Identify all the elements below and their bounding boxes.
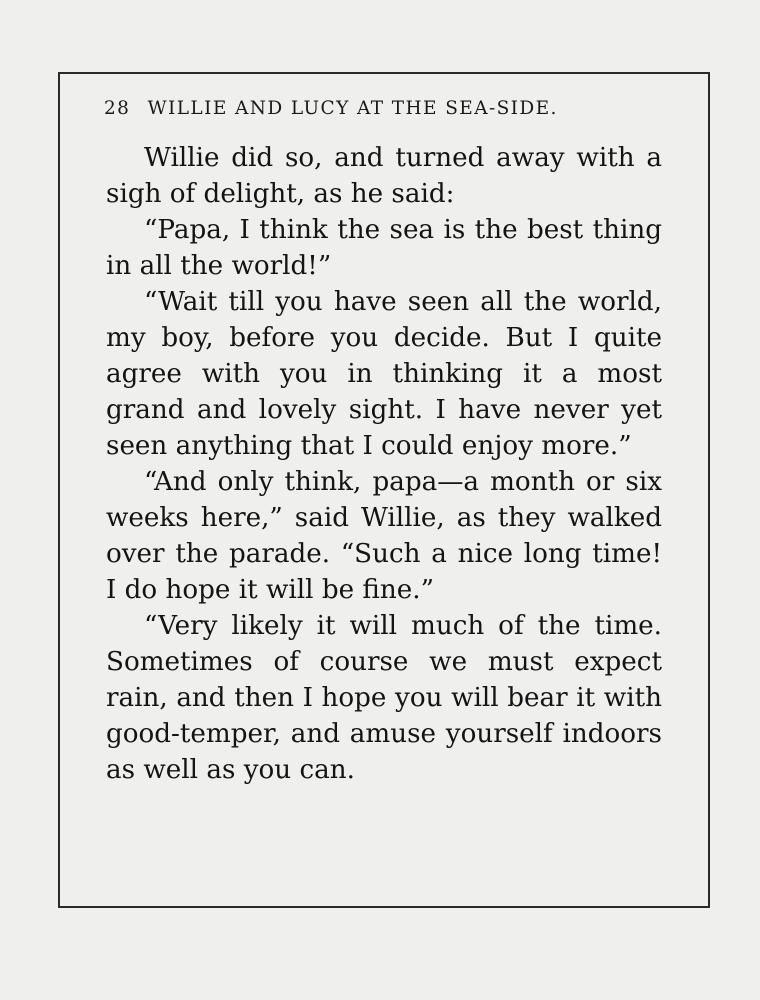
paragraph-2: “Papa, I think the sea is the best thing in all the world!” [106, 215, 662, 281]
paragraph-3: “Wait till you have seen all the world, my boy, before you decide. But I quite agree with you in thinking it a most grand and lovely sight. I have never yet seen anything that I could enjoy more.” [106, 287, 662, 461]
page-number: 28 [104, 98, 131, 119]
paragraph-4: “And only think, papa—a month or six weeks here,” said Willie, as they walked over the parade. “Such a nice long time! I do hope it will be fine.” [106, 467, 662, 605]
running-header [104, 98, 664, 119]
paragraph-1: Willie did so, and turned away with a sigh of delight, as he said: [106, 143, 662, 209]
running-title: WILLIE AND LUCY AT THE SEA-SIDE. [147, 98, 558, 119]
body-text [106, 140, 662, 788]
paragraph-5: “Very likely it will much of the time. Sometimes of course we must expect rain, and then I hope you will bear it with good-temper, and amuse yourself indoors as well as you can. [106, 611, 662, 785]
